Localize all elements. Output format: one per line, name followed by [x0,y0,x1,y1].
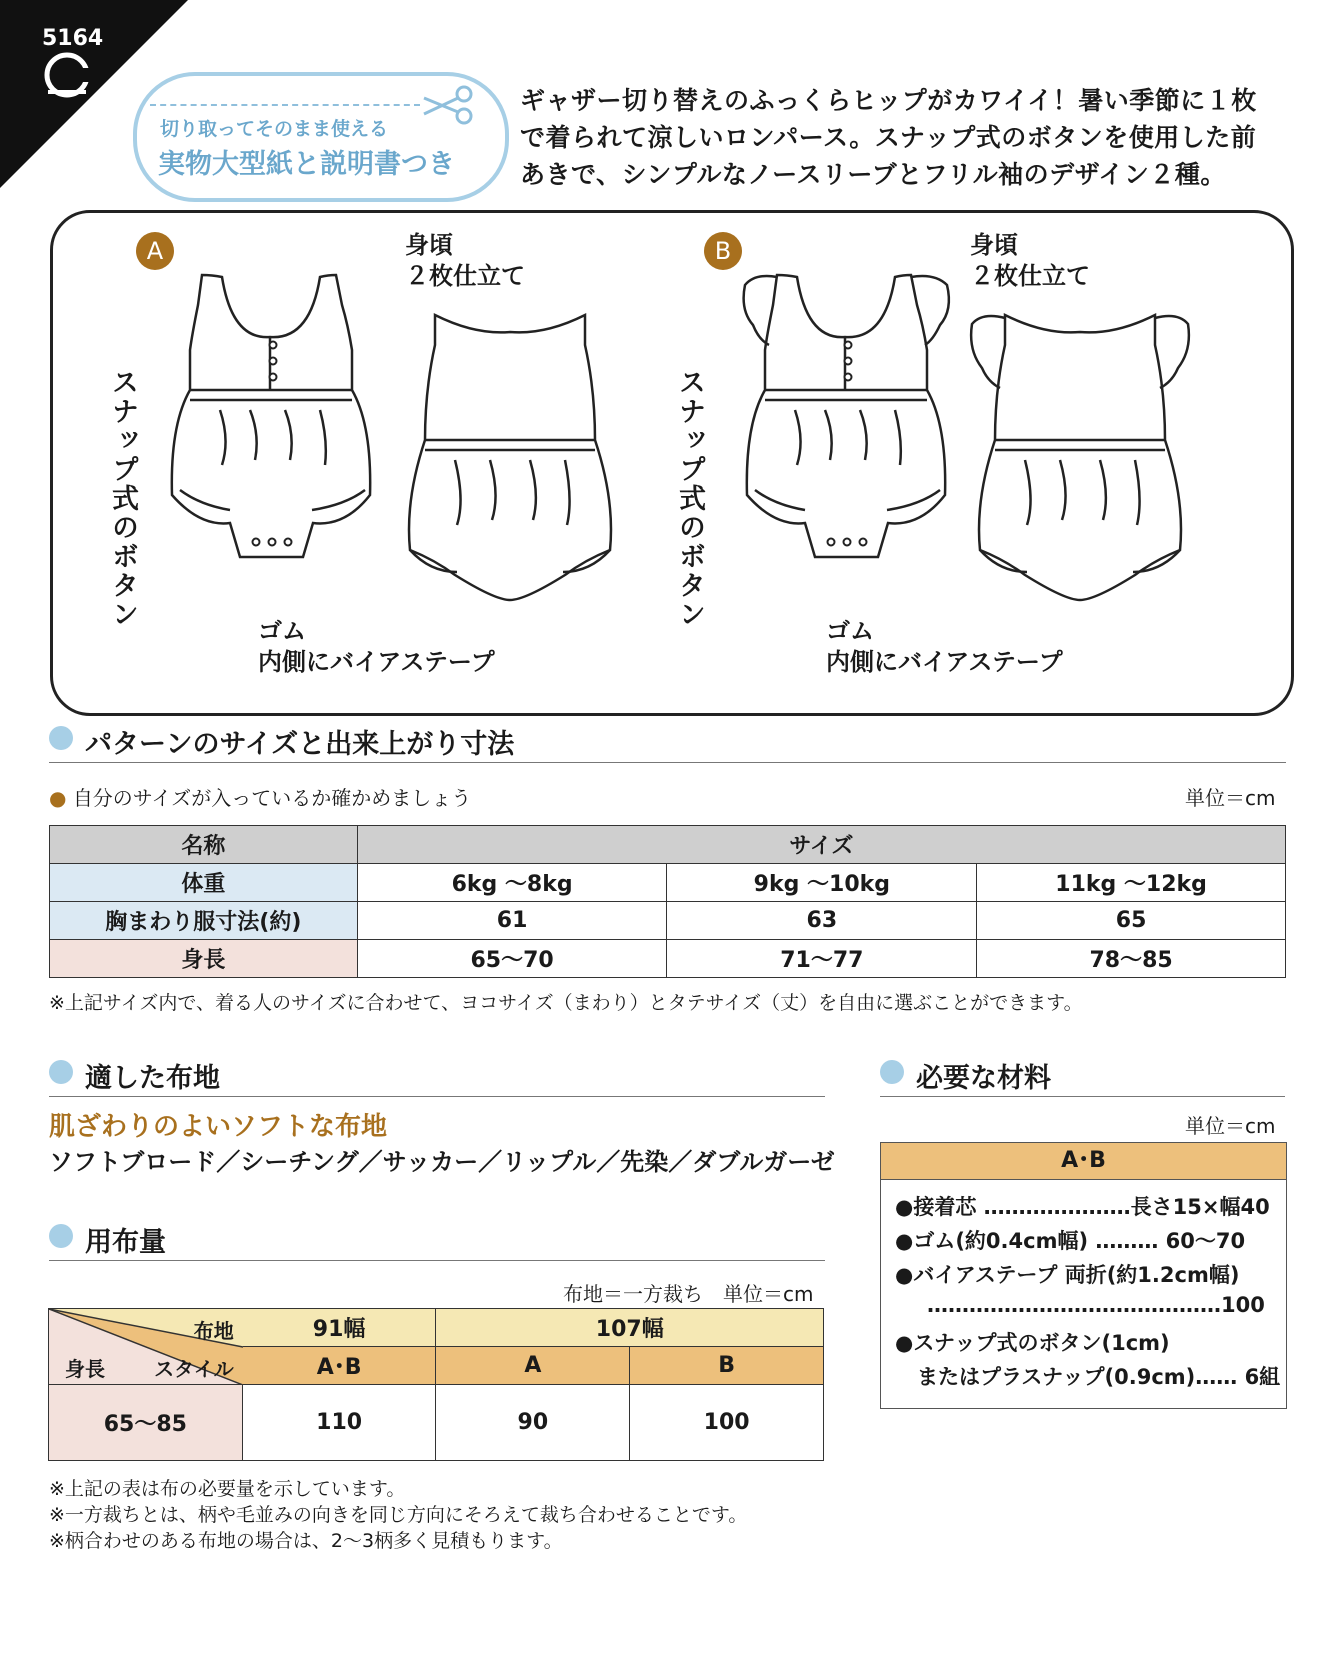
table-row [50,826,1286,864]
materials-box [880,1142,1287,1409]
amount-section-heading: 用布量 [49,1220,166,1259]
table-row [49,1385,824,1461]
table-cell: 6kg ～8kg [357,864,667,902]
materials-box-header: A･B [881,1143,1286,1180]
fabric-amount-table [48,1308,824,1461]
materials-unit: 単位＝cm [1185,1114,1276,1138]
header-cell: 107幅 [436,1309,824,1347]
header-cell: 名称 [50,826,358,864]
note-line: ※一方裁ちとは、柄や毛並みの向きを同じ方向にそろえて裁ち合わせることです。 [49,1504,748,1526]
fabric-list: ソフトブロード／シーチング／サッカー／リップル／先染／ダブルガーゼ [49,1148,835,1176]
row-label: 体重 [50,864,358,902]
badge-subtitle: 切り取ってそのまま使える [160,118,389,140]
divider [880,1096,1285,1097]
table-cell: 65 [977,902,1286,940]
variant-b-badge: B [704,232,742,270]
note-line: ※上記の表は布の必要量を示しています。 [49,1478,406,1500]
intro-line: ギャザー切り替えのふっくらヒップがカワイイ！暑い季節に１枚 [520,86,1257,115]
size-section-heading: パターンのサイズと出来上がり寸法 [49,722,514,761]
table-cell: 100 [630,1385,824,1461]
variant-a-button-label: スナップ式のボタン [107,368,138,629]
corner-height-label: 身長 [65,1357,105,1381]
pattern-number: 5164 [42,26,104,51]
table-cell: 78～85 [977,940,1286,978]
corner-cell [49,1309,243,1385]
row-label: 身長 [50,940,358,978]
table-row [49,1309,824,1347]
bullet-icon [49,1224,73,1248]
header-cell: 91幅 [242,1309,436,1347]
corner-style-label: スタイル [154,1357,234,1381]
materials-section-heading: 必要な材料 [880,1056,1051,1095]
intro-line: あきで、シンプルなノースリーブとフリル袖のデザイン２種。 [520,160,1226,189]
header-cell: B [630,1347,824,1385]
fabric-section-heading: 適した布地 [49,1056,220,1095]
table-cell: 11kg ～12kg [977,864,1286,902]
intro-line: で着られて涼しいロンパース。スナップ式のボタンを使用した前 [520,123,1257,152]
material-item: ●バイアステープ 両折(約1.2cm幅) [895,1263,1240,1287]
amount-unit-note: 布地＝一方裁ち 単位＝cm [563,1282,814,1306]
variant-b-bodice-label: 身頃 ２枚仕立て [970,231,1090,290]
variant-b-front-drawing [735,265,965,585]
divider [49,1260,825,1261]
material-item: ……………………………………100 [927,1293,1265,1317]
note-line: ※柄合わせのある布地の場合は、2～3柄多く見積もります。 [49,1530,563,1552]
bullet-icon [49,726,73,750]
material-item: またはプラスナップ(0.9cm)…… 6組 [917,1365,1281,1389]
size-footnote: ※上記サイズ内で、着る人のサイズに合わせて、ヨコサイズ（まわり）とタテサイズ（丈）を自由に選ぶことができます。 [49,992,1083,1014]
variant-a-front-drawing [160,265,390,585]
variant-b-elastic-label: ゴム 内側にバイアステープ [826,617,1063,676]
table-cell: 63 [667,902,977,940]
row-label: 65～85 [49,1385,243,1461]
table-row [50,864,1286,902]
table-cell: 9kg ～10kg [667,864,977,902]
variant-a-elastic-label: ゴム 内側にバイアステープ [258,617,495,676]
material-item: ●接着芯 …………………長さ15×幅40 [895,1195,1270,1219]
variant-b-button-label: スナップ式のボタン [674,368,705,629]
table-cell: 61 [357,902,667,940]
badge-title: 実物大型紙と説明書つき [158,149,455,180]
table-cell: 71～77 [667,940,977,978]
table-cell: 110 [242,1385,436,1461]
fabric-subheading: 肌ざわりのよいソフトな布地 [49,1112,388,1142]
divider [49,762,1286,763]
material-item: ●ゴム(約0.4cm幅) ……… 60～70 [895,1229,1246,1253]
amount-notes [49,1476,747,1554]
header-cell: サイズ [357,826,1285,864]
table-cell: 90 [436,1385,630,1461]
header-cell: A [436,1347,630,1385]
bullet-icon: ● [49,786,67,810]
material-item: ●スナップ式のボタン(1cm) [895,1331,1170,1355]
variant-a-badge: A [136,232,174,270]
divider [49,1096,825,1097]
header-cell: A･B [242,1347,436,1385]
table-cell: 65～70 [357,940,667,978]
scissors-icon [420,84,480,128]
size-table [49,825,1286,978]
size-unit: 単位＝cm [1185,786,1276,810]
variant-a-back-drawing [395,310,625,620]
size-note: ● 自分のサイズが入っているか確かめましょう [49,786,472,810]
table-row [50,940,1286,978]
bullet-icon [49,1060,73,1084]
row-label: 胸まわり服寸法(約) [50,902,358,940]
variant-a-bodice-label: 身頃 ２枚仕立て [405,231,525,290]
table-row [50,902,1286,940]
variant-b-back-drawing [960,310,1200,620]
corner-fabric-label: 布地 [193,1319,234,1343]
bullet-icon [880,1060,904,1084]
intro-text [520,82,1310,193]
cut-line [150,104,420,106]
